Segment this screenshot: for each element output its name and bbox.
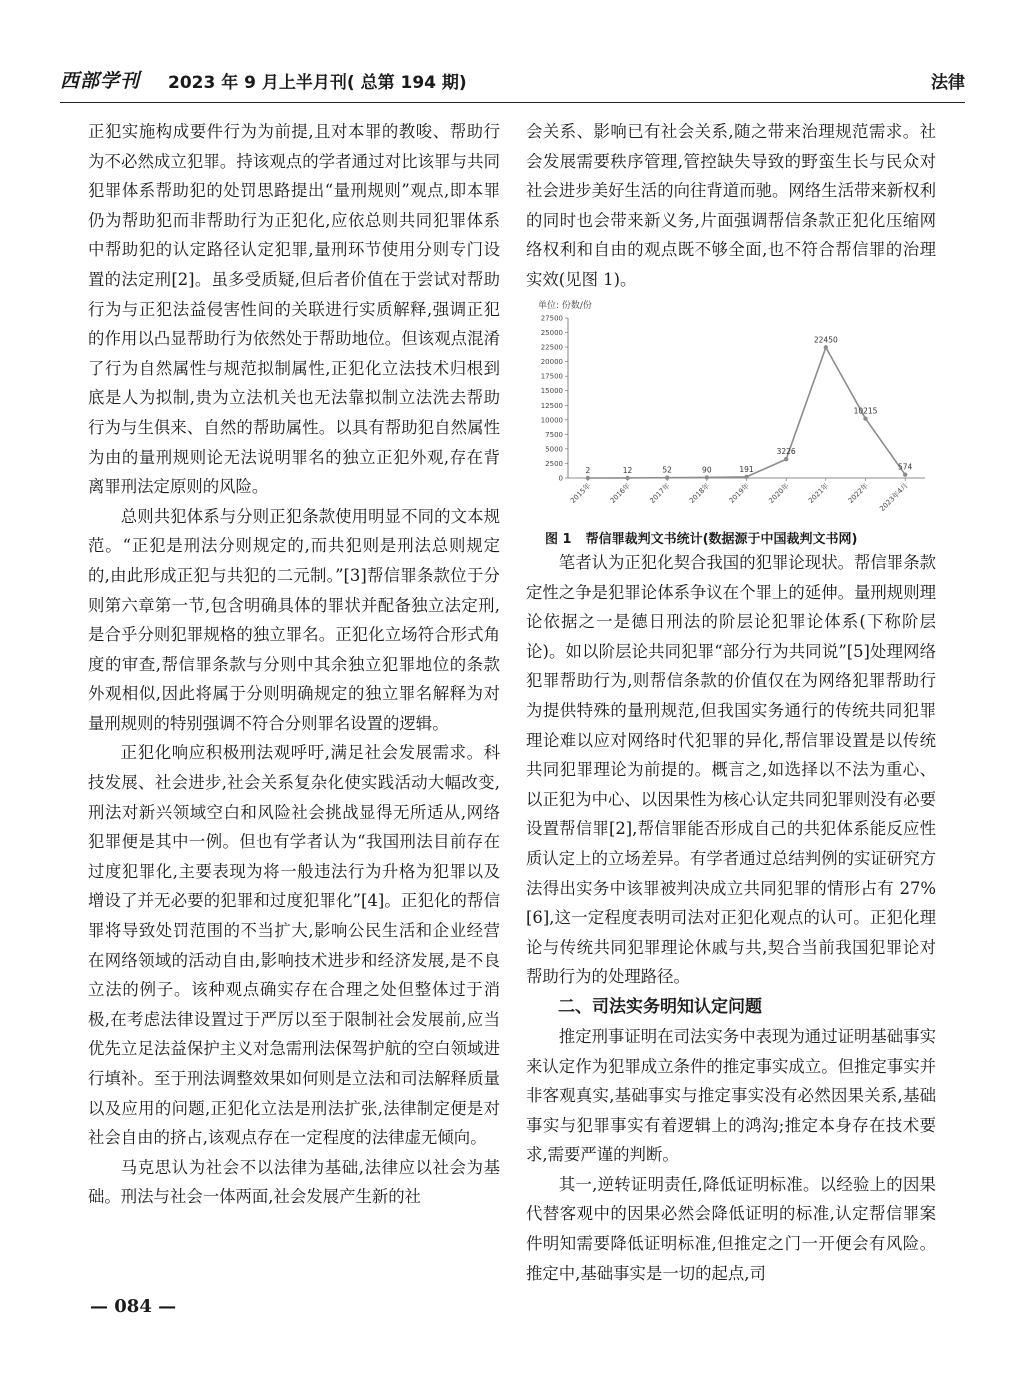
- x-tick-label: 2018年: [688, 481, 712, 505]
- y-tick-label: 10000: [540, 416, 563, 425]
- data-label: 574: [898, 462, 913, 472]
- figure-number: 图 1: [545, 532, 572, 547]
- data-label: 10215: [853, 406, 878, 416]
- data-label: 2: [585, 465, 591, 475]
- x-tick-label: 2023年4月: [878, 481, 910, 514]
- data-point: [784, 457, 788, 461]
- paragraph: 正犯实施构成要件行为为前提,且对本罪的教唆、帮助行为不必然成立犯罪。持该观点的学者通过对比该罪与共同犯罪体系帮助犯的处罚思路提出“量刑规则”观点,即本罪仍为帮助犯而非帮助行为正犯化,应依总则共同犯罪体系中帮助犯的认定路径认定犯罪,量刑环节使用分则专门设置的法定刑[2]。虽多受质疑,但后者价值在于尝试对帮助行为与正犯法益侵害性间的关联进行实质解释,强调正犯的作用以凸显帮助行为依然处于帮助地位。但该观点混淆了行为自然属性与规范拟制属性,正犯化立法技术归根到底是人为拟制,贵为立法机关也无法靠拟制立法洗去帮助行为与生俱来、自然的帮助属性。以具有帮助犯自然属性为由的量刑规则论无法说明罪名的独立正犯外观,存在背离罪刑法定原则的风险。: [88, 122, 500, 497]
- y-tick-label: 2500: [545, 459, 563, 468]
- page-number: — 084 —: [90, 1296, 177, 1317]
- figure-caption-text: 帮信罪裁判文书统计(数据源于中国裁判文书网): [585, 532, 858, 547]
- x-tick-label: 2022年: [846, 481, 870, 505]
- data-label: 12: [622, 465, 633, 475]
- paragraph: 推定刑事证明在司法实务中表现为通过证明基础事实来认定作为犯罪成立条件的推定事实成立。但推定事实并非客观真实,基础事实与推定事实没有必然因果关系,基础事实与犯罪事实有着逻辑上的鸿沟;推定本身存在技术要求,需要严谨的判断。: [526, 1026, 936, 1165]
- x-tick-label: 2021年: [807, 481, 831, 505]
- paragraph: 笔者认为正犯化契合我国的犯罪论现状。帮信罪条款定性之争是犯罪论体系争议在个罪上的延伸。量刑规则理论依据之一是德日刑法的阶层论犯罪论体系(下称阶层论)。如以阶层论共同犯罪“部分行为共同说”[5]处理网络犯罪帮助行为,则帮信条款的价值仅在为网络犯罪帮助行为提供特殊的量刑规范,但我国实务通行的传统共同犯罪理论难以应对网络时代犯罪的异化,帮信罪设置是以传统共同犯罪理论为前提的。概言之,如选择以不法为重心、以正犯为中心、以因果性为核心认定共同犯罪则没有必要设置帮信罪[2],帮信罪能否形成自己的共犯体系能反应性质认定上的立场差异。有学者通过总结判例的实证研究方法得出实务中该罪被判决成立共同犯罪的情形占有 27%[6],这一定程度表明司法对正犯化观点的认可。正犯化理论与传统共同犯罪理论休戚与共,契合当前我国犯罪论对帮助行为的处理路径。: [526, 553, 936, 987]
- y-tick-label: 5000: [545, 445, 563, 454]
- running-header: [60, 64, 965, 103]
- x-tick-label: 2020年: [767, 481, 791, 505]
- paragraph: 其一,逆转证明责任,降低证明标准。以经验上的因果代替客观中的因果必然会降低证明的标准,认定帮信罪案件明知需要降低证明标准,但推定之门一开便会有风险。推定中,基础事实是一切的起点,司: [526, 1174, 936, 1283]
- y-tick-label: 27500: [540, 314, 563, 323]
- y-tick-label: 15000: [540, 387, 563, 396]
- paragraph: 正犯化响应积极刑法观呼吁,满足社会发展需求。科技发展、社会进步,社会关系复杂化使实践活动大幅改变,刑法对新兴领域空白和风险社会挑战显得无所适从,网络犯罪便是其中一例。但也有学者认为“我国刑法目前存在过度犯罪化,主要表现为将一般违法行为升格为犯罪以及增设了并无必要的犯罪和过度犯罪化”[4]。正犯化的帮信罪将导致处罚范围的不当扩大,影响公民生活和企业经营在网络领域的活动自由,影响技术进步和经济发展,是不良立法的例子。该种观点确实存在合理之处但整体过于消极,在考虑法律设置过于严厉以至于限制社会发展前,应当优先立足法益保护主义对急需刑法保驾护航的空白领域进行填补。至于刑法调整效果如何则是立法和司法解释质量以及应用的问题,正犯化立法是刑法扩张,法律制定便是对社会自由的挤占,该观点存在一定程度的法律虚无倾向。: [88, 743, 500, 1148]
- paragraph: 会关系、影响已有社会关系,随之带来治理规范需求。社会发展需要秩序管理,管控缺失导致的野蛮生长与民众对社会进步美好生活的向往背道而驰。网络生活带来新权利的同时也会带来新义务,片面强调帮信条款正犯化压缩网络权利和自由的观点既不够全面,也不符合帮信罪的治理实效(见图 1)。: [526, 122, 936, 289]
- data-label: 90: [702, 465, 712, 475]
- data-label: 52: [662, 465, 672, 475]
- right-column-bottom: [526, 548, 936, 1288]
- section-label: 法律: [931, 73, 965, 93]
- figure-caption: [545, 528, 857, 547]
- y-tick-label: 25000: [540, 329, 563, 338]
- x-tick-label: 2015年: [569, 481, 593, 505]
- data-label: 3226: [776, 447, 796, 457]
- data-label: 22450: [813, 335, 838, 345]
- data-point: [903, 472, 907, 476]
- x-tick-label: 2017年: [648, 481, 672, 505]
- section-heading: 二、司法实务明知认定问题: [558, 996, 762, 1017]
- y-tick-label: 7500: [545, 430, 563, 439]
- journal-logo: 西部学刊: [60, 70, 141, 92]
- data-point: [863, 416, 867, 420]
- y-tick-label: 22500: [540, 343, 563, 352]
- data-point: [665, 475, 669, 479]
- x-tick-label: 2016年: [608, 481, 632, 505]
- y-tick-label: 20000: [540, 358, 563, 367]
- y-tick-label: 12500: [540, 401, 563, 410]
- y-tick-label: 17500: [540, 372, 563, 381]
- data-point: [586, 476, 590, 480]
- x-tick-label: 2019年: [727, 481, 751, 505]
- data-point: [625, 476, 629, 480]
- line-chart: [530, 300, 940, 515]
- data-point: [705, 475, 709, 479]
- data-label: 191: [739, 464, 754, 474]
- left-column: [88, 117, 500, 1212]
- paragraph: 总则共犯体系与分则正犯条款使用明显不同的文本规范。“正犯是刑法分则规定的,而共犯则是刑法总则规定的,由此形成正犯与共犯的二元制。”[3]帮信罪条款位于分则第六章第一节,包含明确具体的罪状并配备独立法定刑,是合乎分则犯罪规格的独立罪名。正犯化立场符合形式角度的审查,帮信罪条款与分则中其余独立犯罪地位的条款外观相似,因此将属于分则明确规定的独立罪名解释为对量刑规则的特别强调不符合分则罪名设置的逻辑。: [88, 506, 500, 733]
- right-column-top: [526, 117, 936, 295]
- data-point: [824, 345, 828, 349]
- y-tick-label: 0: [558, 474, 563, 483]
- data-point: [744, 475, 748, 479]
- issue-info: 2023 年 9 月上半月刊( 总第 194 期): [168, 73, 467, 93]
- unit-label: 单位: 份数/份: [538, 301, 592, 311]
- paragraph: 马克思认为社会不以法律为基础,法律应以社会为基础。刑法与社会一体两面,社会发展产生新的社: [88, 1157, 500, 1207]
